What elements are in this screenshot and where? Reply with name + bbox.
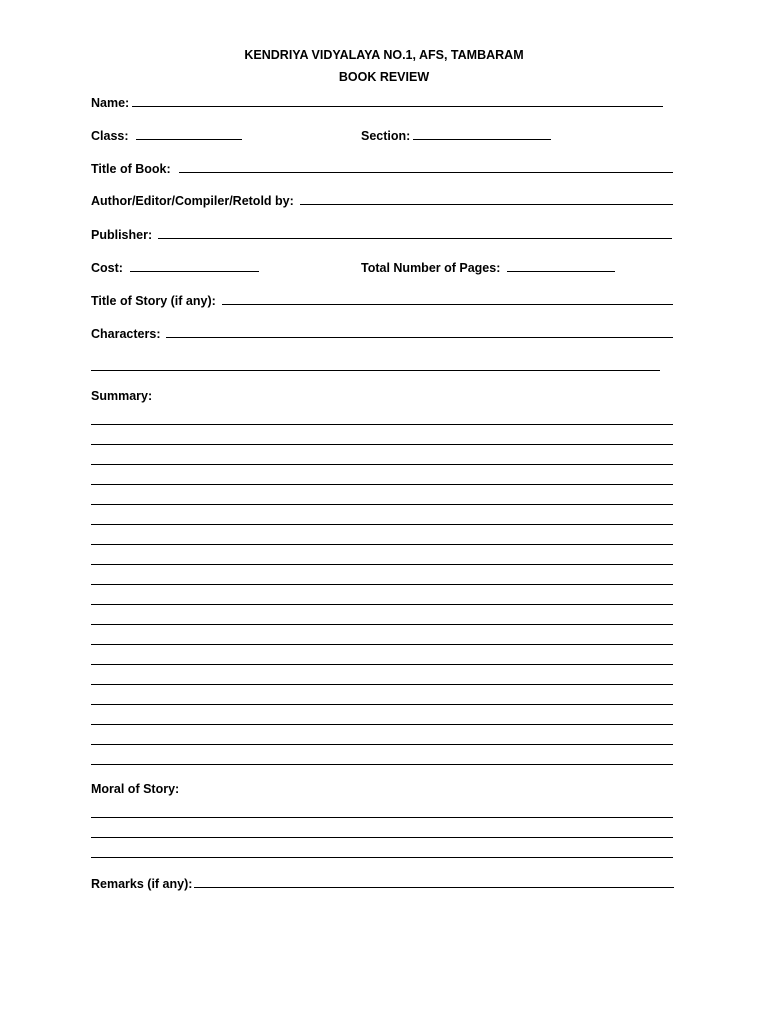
total-pages-label: Total Number of Pages:: [361, 261, 501, 275]
summary-line[interactable]: [91, 744, 673, 745]
summary-line[interactable]: [91, 444, 673, 445]
section-label: Section:: [361, 129, 411, 143]
title-of-book-line[interactable]: [179, 172, 673, 173]
summary-line[interactable]: [91, 424, 673, 425]
summary-line[interactable]: [91, 584, 673, 585]
name-field[interactable]: [91, 92, 663, 110]
title-of-book-label: Title of Book:: [91, 162, 171, 176]
summary-line[interactable]: [91, 524, 673, 525]
total-pages-field[interactable]: [361, 257, 615, 275]
section-line[interactable]: [413, 139, 551, 140]
summary-line[interactable]: [91, 644, 673, 645]
publisher-field[interactable]: [91, 224, 672, 242]
characters-line-2[interactable]: [91, 370, 660, 371]
title-of-story-field[interactable]: [91, 290, 673, 308]
moral-line[interactable]: [91, 817, 673, 818]
summary-line[interactable]: [91, 764, 673, 765]
section-field[interactable]: [361, 125, 551, 143]
name-label: Name:: [91, 96, 130, 110]
characters-field[interactable]: [91, 323, 673, 341]
remarks-label: Remarks (if any):: [91, 877, 193, 891]
summary-line[interactable]: [91, 564, 673, 565]
cost-field[interactable]: [91, 257, 259, 275]
author-line[interactable]: [300, 204, 673, 205]
name-line[interactable]: [132, 106, 663, 107]
publisher-line[interactable]: [158, 238, 672, 239]
remarks-field[interactable]: [91, 873, 674, 891]
characters-label: Characters:: [91, 327, 161, 341]
form-title: BOOK REVIEW: [338, 70, 430, 84]
title-of-story-label: Title of Story (if any):: [91, 294, 216, 308]
author-field[interactable]: [91, 190, 673, 208]
summary-line[interactable]: [91, 484, 673, 485]
school-name: KENDRIYA VIDYALAYA NO.1, AFS, TAMBARAM: [244, 48, 524, 62]
summary-line[interactable]: [91, 604, 673, 605]
summary-line[interactable]: [91, 504, 673, 505]
class-field[interactable]: [91, 125, 242, 143]
summary-label: Summary:: [91, 389, 153, 403]
summary-line[interactable]: [91, 664, 673, 665]
class-line[interactable]: [136, 139, 242, 140]
author-label: Author/Editor/Compiler/Retold by:: [91, 194, 294, 208]
summary-line[interactable]: [91, 704, 673, 705]
characters-line[interactable]: [166, 337, 673, 338]
title-of-book-field[interactable]: [91, 158, 673, 176]
moral-label: Moral of Story:: [91, 782, 180, 796]
total-pages-line[interactable]: [507, 271, 615, 272]
summary-line[interactable]: [91, 464, 673, 465]
summary-line[interactable]: [91, 724, 673, 725]
moral-line[interactable]: [91, 857, 673, 858]
summary-line[interactable]: [91, 544, 673, 545]
publisher-label: Publisher:: [91, 228, 153, 242]
title-of-story-line[interactable]: [222, 304, 673, 305]
cost-label: Cost:: [91, 261, 123, 275]
class-label: Class:: [91, 129, 129, 143]
remarks-line[interactable]: [194, 887, 674, 888]
summary-line[interactable]: [91, 624, 673, 625]
moral-line[interactable]: [91, 837, 673, 838]
cost-line[interactable]: [130, 271, 259, 272]
summary-line[interactable]: [91, 684, 673, 685]
